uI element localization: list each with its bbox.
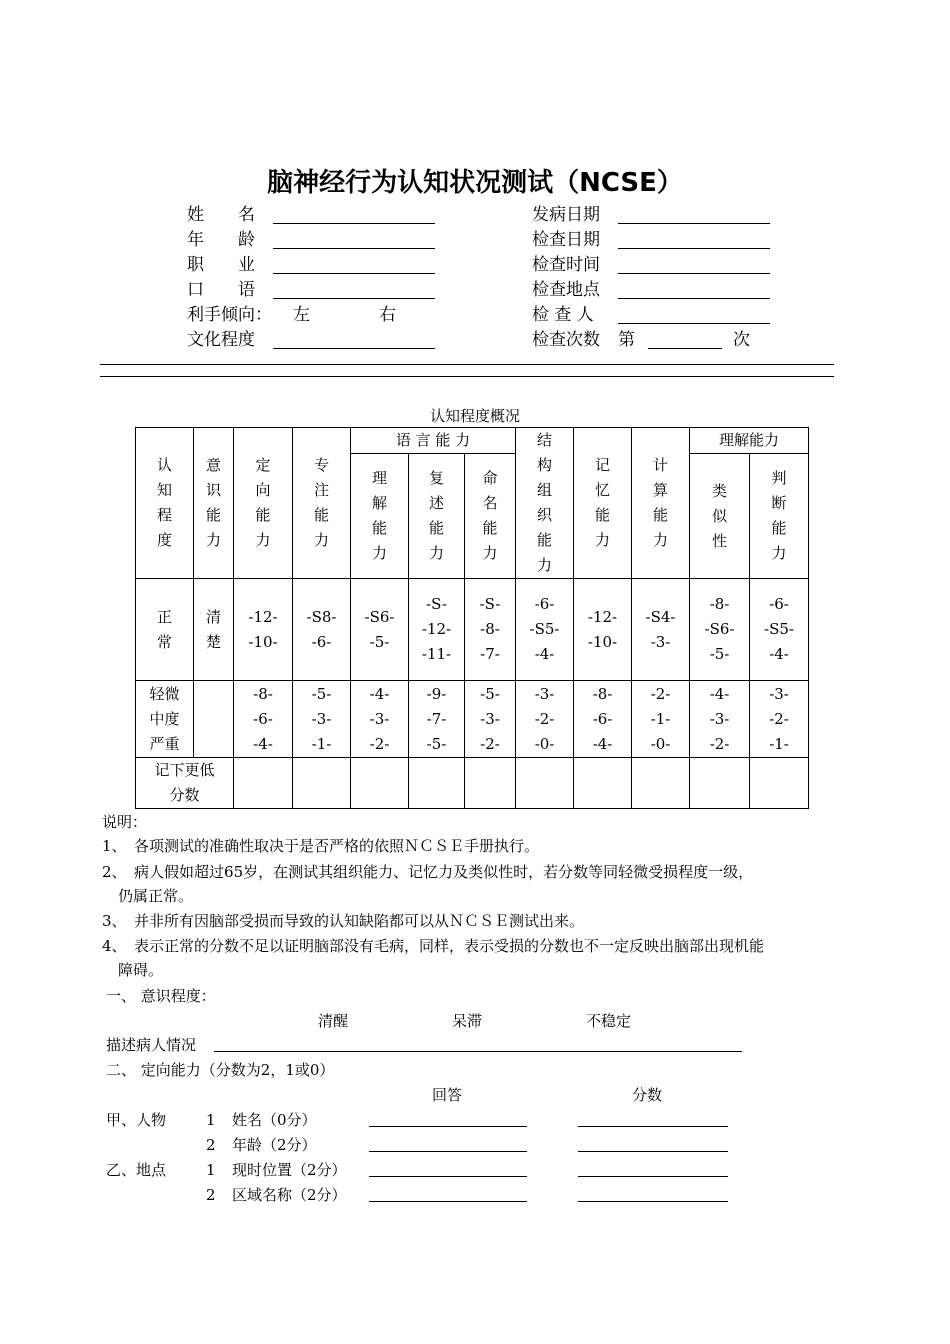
lower-repetition-cell[interactable]: [409, 758, 465, 809]
table-caption: 认知程度概况: [429, 407, 520, 425]
exam-place-field[interactable]: [618, 298, 770, 299]
lower-orientation-cell[interactable]: [234, 758, 293, 809]
answer-name-field[interactable]: [369, 1126, 527, 1127]
age-label: 年 龄: [187, 230, 255, 250]
item-a1-num: 1: [206, 1111, 216, 1129]
header-similarity: 类 似 性: [690, 454, 750, 579]
exam-time-field[interactable]: [618, 273, 770, 274]
header-group-language: 语 言 能 力: [351, 428, 516, 454]
header-judgment: 判 断 能 力: [750, 454, 809, 579]
normal-similarity: -8- -S6- -5-: [690, 579, 750, 681]
normal-judgment: -6- -S5- -4-: [750, 579, 809, 681]
exam-place-label: 检查地点: [532, 280, 600, 300]
impaired-comprehension: -4- -3- -2-: [351, 681, 409, 758]
header-memory: 记 忆 能 力: [574, 428, 632, 579]
impaired-similarity: -4- -3- -2-: [690, 681, 750, 758]
lower-construction-cell[interactable]: [516, 758, 574, 809]
section2-heading: 二、 定向能力（分数为2，1或0）: [106, 1061, 335, 1079]
cognitive-profile-table: [135, 427, 809, 809]
impaired-naming: -5- -3- -2-: [465, 681, 516, 758]
note-1: 1、 各项测试的准确性取决于是否严格的依照ＮＣＳＥ手册执行。: [102, 837, 540, 855]
normal-orientation: -12- -10-: [234, 579, 293, 681]
lower-comprehension-cell[interactable]: [351, 758, 409, 809]
name-field[interactable]: [273, 223, 435, 224]
row-impaired: [136, 681, 809, 758]
score-name-field[interactable]: [578, 1126, 728, 1127]
normal-memory: -12- -10-: [574, 579, 632, 681]
header-group-comprehension: 理解能力: [690, 428, 809, 454]
note-4: 4、 表示正常的分数不足以证明脑部没有毛病，同样，表示受损的分数也不一定反映出脑部出现机能: [102, 937, 765, 955]
row-lower-label: 记下更低 分数: [136, 758, 234, 809]
examiner-label: 检 查 人: [532, 305, 594, 325]
option-unstable[interactable]: 不稳定: [586, 1012, 632, 1030]
header-attention: 专 注 能 力: [293, 428, 351, 579]
row-lower-score: [136, 758, 809, 809]
lower-judgment-cell[interactable]: [750, 758, 809, 809]
normal-naming: -S- -8- -7-: [465, 579, 516, 681]
lower-similarity-cell[interactable]: [690, 758, 750, 809]
exam-count-prefix: 第: [618, 330, 635, 350]
exam-count-label: 检查次数: [532, 330, 600, 350]
education-field[interactable]: [273, 348, 435, 349]
examiner-field[interactable]: [618, 323, 770, 324]
divider-bottom: [100, 376, 834, 377]
occupation-label: 职 业: [187, 255, 255, 275]
item-b1-num: 1: [206, 1161, 216, 1179]
score-age-field[interactable]: [578, 1151, 728, 1152]
note-2: 2、 病人假如超过65岁，在测试其组织能力、记忆力及类似性时，若分数等同轻微受损程度一级，: [102, 863, 754, 881]
note-3: 3、 并非所有因脑部受损而导致的认知缺陷都可以从ＮＣＳＥ测试出来。: [102, 912, 585, 930]
normal-comprehension: -S6- -5-: [351, 579, 409, 681]
header-comprehension: 理 解 能 力: [351, 454, 409, 579]
impaired-calculation: -2- -1- -0-: [632, 681, 690, 758]
age-field[interactable]: [273, 248, 435, 249]
lower-naming-cell[interactable]: [465, 758, 516, 809]
handedness-left[interactable]: 左: [293, 305, 310, 325]
lower-attention-cell[interactable]: [293, 758, 351, 809]
row-normal-label: 正 常: [136, 579, 194, 681]
note-2-cont: 仍属正常。: [118, 887, 194, 905]
impaired-judgment: -3- -2- -1-: [750, 681, 809, 758]
row-normal: [136, 579, 809, 681]
education-label: 文化程度: [187, 330, 255, 350]
page-title: 脑神经行为认知状况测试（NCSE）: [267, 168, 683, 198]
row-impaired-consciousness: [194, 681, 234, 758]
header-construction: 结 构 组 织 能 力: [516, 428, 574, 579]
group-place: 乙、地点: [106, 1161, 167, 1179]
describe-field[interactable]: [214, 1051, 742, 1052]
score-region-field[interactable]: [578, 1201, 728, 1202]
group-person: 甲、人物: [106, 1111, 167, 1129]
exam-count-suffix: 次: [733, 330, 750, 350]
item-current-location: 现时位置（2分）: [232, 1161, 347, 1179]
impaired-construction: -3- -2- -0-: [516, 681, 574, 758]
notes-heading: 说明：: [102, 813, 148, 831]
onset-date-field[interactable]: [618, 223, 770, 224]
note-4-cont: 障碍。: [118, 961, 164, 979]
answer-age-field[interactable]: [369, 1151, 527, 1152]
header-level: 认 知 程 度: [136, 428, 194, 579]
onset-date-label: 发病日期: [532, 205, 600, 225]
impaired-orientation: -8- -6- -4-: [234, 681, 293, 758]
normal-calculation: -S4- -3-: [632, 579, 690, 681]
spoken-language-field[interactable]: [273, 298, 435, 299]
answer-region-field[interactable]: [369, 1201, 527, 1202]
row-normal-consciousness: 清 楚: [194, 579, 234, 681]
normal-repetition: -S- -12- -11-: [409, 579, 465, 681]
occupation-field[interactable]: [273, 273, 435, 274]
item-age: 年龄（2分）: [232, 1136, 317, 1154]
header-repetition: 复 述 能 力: [409, 454, 465, 579]
spoken-language-label: 口 语: [187, 280, 255, 300]
header-consciousness: 意 识 能 力: [194, 428, 234, 579]
lower-memory-cell[interactable]: [574, 758, 632, 809]
item-a2-num: 2: [206, 1136, 216, 1154]
exam-count-field[interactable]: [648, 348, 722, 349]
exam-time-label: 检查时间: [532, 255, 600, 275]
section1-heading: 一、 意识程度：: [106, 987, 216, 1005]
handedness-label: 利手倾向：: [187, 305, 272, 325]
score-location-field[interactable]: [578, 1176, 728, 1177]
describe-label: 描述病人情况: [106, 1036, 197, 1054]
normal-attention: -S8- -6-: [293, 579, 351, 681]
header-calculation: 计 算 能 力: [632, 428, 690, 579]
item-name: 姓名（0分）: [232, 1111, 317, 1129]
answer-location-field[interactable]: [369, 1176, 527, 1177]
divider-top: [100, 364, 834, 365]
header-orientation: 定 向 能 力: [234, 428, 293, 579]
header-naming: 命 名 能 力: [465, 454, 516, 579]
col-answer: 回答: [432, 1086, 463, 1104]
item-b2-num: 2: [206, 1186, 216, 1204]
handedness-right[interactable]: 右: [379, 305, 396, 325]
impaired-attention: -5- -3- -1-: [293, 681, 351, 758]
row-impaired-label: 轻微 中度 严重: [136, 681, 194, 758]
impaired-memory: -8- -6- -4-: [574, 681, 632, 758]
exam-date-field[interactable]: [618, 248, 770, 249]
normal-construction: -6- -S5- -4-: [516, 579, 574, 681]
exam-date-label: 检查日期: [532, 230, 600, 250]
name-label: 姓 名: [187, 205, 255, 225]
impaired-repetition: -9- -7- -5-: [409, 681, 465, 758]
lower-calculation-cell[interactable]: [632, 758, 690, 809]
item-region-name: 区域名称（2分）: [232, 1186, 347, 1204]
option-alert[interactable]: 清醒: [318, 1012, 349, 1030]
option-sluggish[interactable]: 呆滞: [452, 1012, 483, 1030]
col-score: 分数: [632, 1086, 663, 1104]
